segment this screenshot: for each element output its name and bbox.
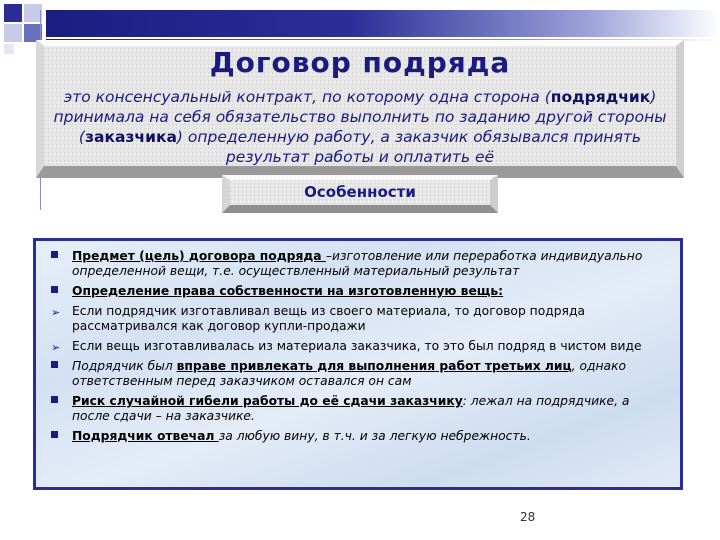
features-box [33,238,683,490]
section-subtitle: Особенности [304,183,416,201]
square-bullet-icon [51,431,58,438]
definition-text: это консенсуальный контракт, по которому одна сторона (подрядчик) принимала на себя обязательство выполнить по заданию другой стороны (заказчика) определенную работу, а заказчик обязывался принять результат работы и оплатить её [53,88,667,166]
top-gradient-bar [46,10,720,37]
square-bullet-icon [51,396,58,403]
customer-term: заказчика [84,128,177,146]
square-bullet-icon [51,286,58,293]
page-title: Договор подряда [209,46,511,79]
list-item: Подрядчик отвечал за любую вину, в т.ч. и за легкую небрежность. [50,429,670,444]
square-bullet-icon [51,361,58,368]
list-item: Риск случайной гибели работы до её сдачи заказчику: лежал на подрядчике, а после сдачи – на заказчике. [50,394,670,424]
square-bullet-icon [51,251,58,258]
deco-square-1 [4,4,22,22]
arrow-bullet-icon: ➢ [51,306,61,319]
list-item: Предмет (цель) договора подряда –изготовление или переработка индивидуально определенной вещи, т.е. осуществленный материальный результат [50,249,670,279]
arrow-bullet-icon: ➢ [51,341,61,354]
list-item: Определение права собственности на изготовленную вещь: [50,284,670,299]
page-number: 28 [520,510,536,524]
list-item: ➢ Если вещь изготавливалась из материала заказчика, то это был подряд в чистом виде [51,339,642,354]
deco-square-3 [4,24,22,42]
list-item: Подрядчик был вправе привлекать для выполнения работ третьих лиц, однако ответственным перед заказчиком оставался он сам [50,359,670,389]
list-item: ➢ Если подрядчик изготавливал вещь из своего материала, то договор подряда рассматривался как договор купли-продажи [51,304,585,333]
contractor-term: подрядчик [550,88,651,106]
